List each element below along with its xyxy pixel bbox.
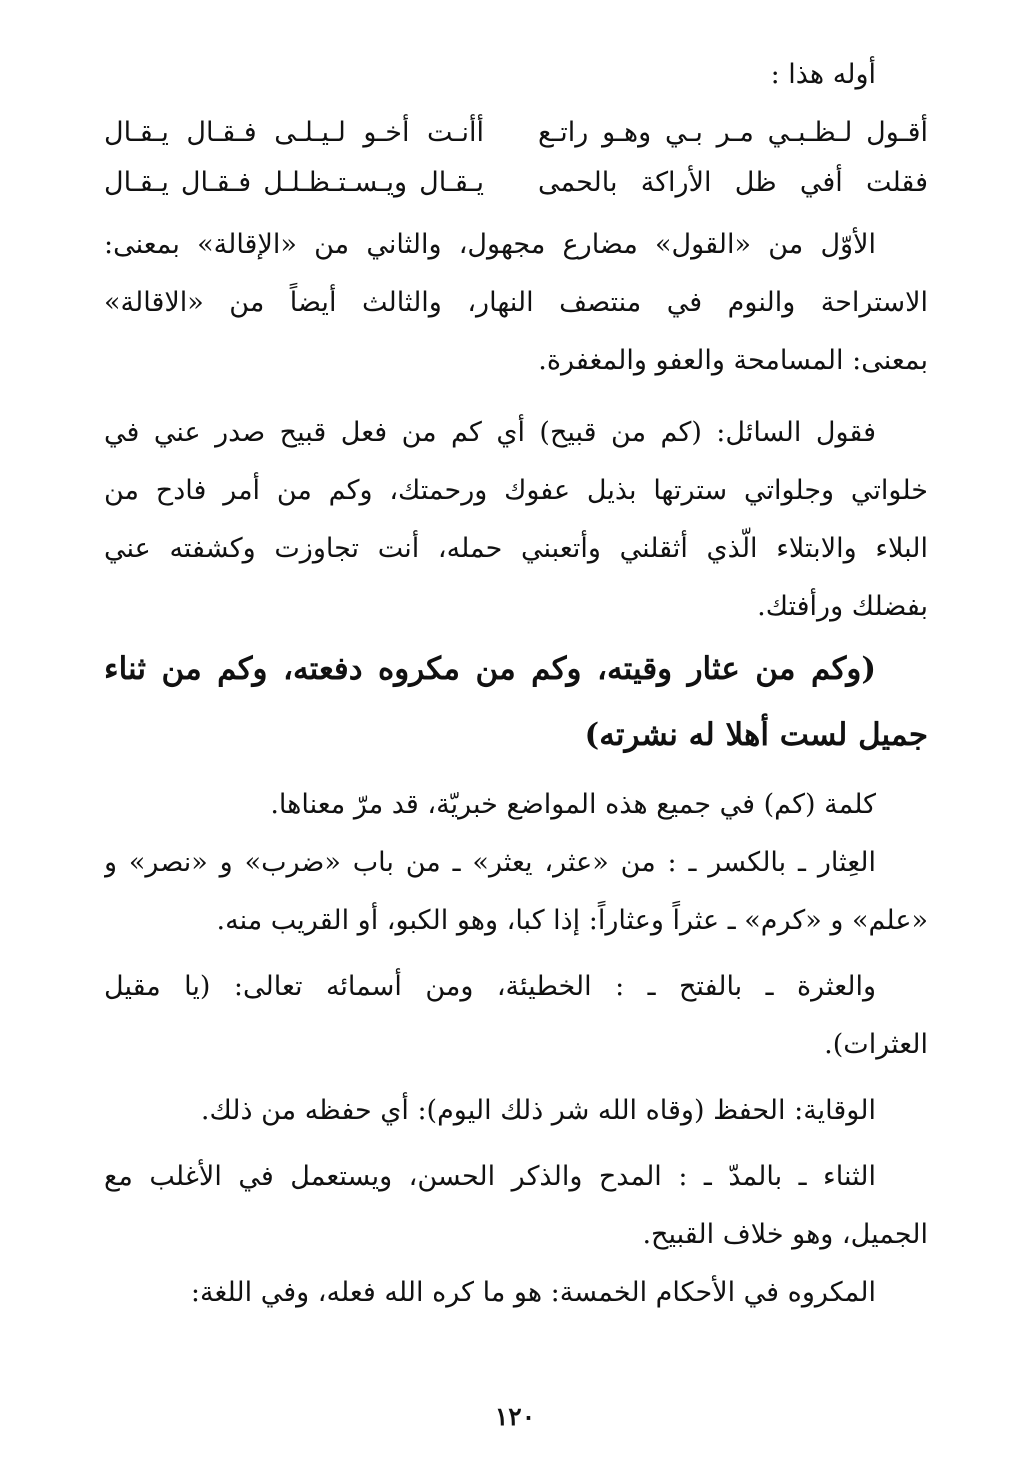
text-line: البلاء والابتلاء الّذي أثقلني وأتعبني حمله، أنت تجاوزت وكشفته عني <box>104 533 928 564</box>
text-line: العثرات). <box>824 1029 928 1060</box>
paragraph-wiqaya <box>104 1082 928 1140</box>
paragraph-commentary <box>104 404 928 636</box>
text-line: فقول السائل: (كم من قبيح) أي كم من فعل قبيح صدر عني في <box>104 417 876 448</box>
text-line: الثناء ـ بالمدّ ـ : المدح والذكر الحسن، ويستعمل في الأغلب مع <box>104 1161 876 1192</box>
poem-verse-2 <box>104 158 928 208</box>
text-line: والعثرة ـ بالفتح ـ : الخطيئة، ومن أسمائه تعالى: (يا مقيل <box>104 971 876 1002</box>
poem-verse-1-first: أقـول لـظـبـي مـر بـي وهـو راتـع <box>538 117 928 148</box>
text-line: بمعنى: المسامحة والعفو والمغفرة. <box>538 345 928 376</box>
prayer-quote <box>104 636 928 768</box>
text-line: الاستراحة والنوم في منتصف النهار، والثالث أيضاً من «الاقالة» <box>104 287 928 318</box>
page-number: ١٢٠ <box>494 1402 536 1431</box>
text-line: المكروه في الأحكام الخمسة: هو ما كره الله فعله، وفي اللغة: <box>190 1277 876 1308</box>
intro-line: أوله هذا : <box>770 59 876 90</box>
text-line: العِثار ـ بالكسر ـ : من «عثر، يعثر» ـ من باب «ضرب» و «نصر» و <box>104 847 876 878</box>
text-line: كلمة (كم) في جميع هذه المواضع خبريّة، قد مرّ معناها. <box>270 789 876 820</box>
poem-verse-1-second: أأنـت أخـو لـيـلـى فـقـال يـقـال <box>104 117 484 148</box>
paragraph-ithar <box>104 834 928 950</box>
text-line: الجميل، وهو خلاف القبيح. <box>642 1219 928 1250</box>
poem-verse-2-first: فقلت أفي ظل الأراكة بالحمى <box>538 167 928 198</box>
prayer-quote-line: جميل لست أهلا له نشرته) <box>584 717 928 753</box>
prayer-quote-line: (وكم من عثار وقيته، وكم من مكروه دفعته، وكم من ثناء <box>104 651 876 687</box>
text-line: الوقاية: الحفظ (وقاه الله شر ذلك اليوم): أي حفظه من ذلك. <box>200 1095 876 1126</box>
paragraph-athra <box>104 958 928 1074</box>
paragraph-kam <box>104 776 928 834</box>
text-line: «علم» و «كرم» ـ عثراً وعثاراً: إذا كبا، وهو الكبو، أو القريب منه. <box>216 905 928 936</box>
poem-verse-1 <box>104 108 928 158</box>
paragraph-makruh <box>104 1264 928 1322</box>
paragraph-thana <box>104 1148 928 1264</box>
text-line: بفضلك ورأفتك. <box>757 591 928 622</box>
text-line: خلواتي وجلواتي سترتها بذيل عفوك ورحمتك، وكم من أمر فادح من <box>104 475 928 506</box>
text-line: الأوّل من «القول» مضارع مجهول، والثاني من «الإقالة» بمعنى: <box>104 229 876 260</box>
poem-verse-2-second: يـقـال ويـسـتـظـلـل فـقـال يـقـال <box>104 167 484 198</box>
poem <box>104 108 928 208</box>
paragraph-explanation <box>104 216 928 390</box>
page-body <box>104 50 928 1322</box>
